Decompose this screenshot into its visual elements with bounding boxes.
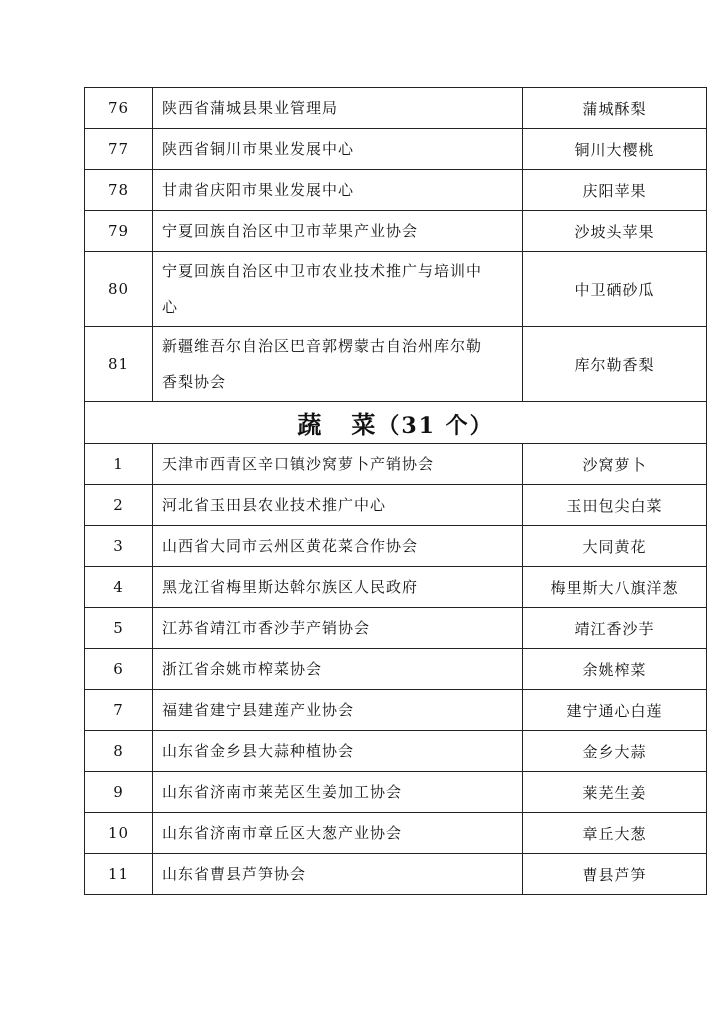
table-row [85,854,707,895]
unit-name: 河北省玉田县农业技术推广中心 [153,485,523,526]
row-number: 78 [85,170,153,211]
unit-name: 山东省金乡县大蒜种植协会 [153,731,523,772]
table-row [85,526,707,567]
unit-name-line: 香梨协会 [162,373,227,391]
product-name: 庆阳苹果 [523,170,707,211]
product-name: 沙坡头苹果 [523,211,707,252]
product-name: 中卫硒砂瓜 [523,252,707,327]
table-row [85,252,707,327]
table-row [85,88,707,129]
product-name: 大同黄花 [523,526,707,567]
product-name: 余姚榨菜 [523,649,707,690]
product-name: 梅里斯大八旗洋葱 [523,567,707,608]
product-name: 建宁通心白莲 [523,690,707,731]
section-title [85,402,707,444]
table-row [85,690,707,731]
row-number: 9 [85,772,153,813]
table-row [85,772,707,813]
unit-name: 山东省济南市莱芜区生姜加工协会 [153,772,523,813]
product-name: 玉田包尖白菜 [523,485,707,526]
product-name: 铜川大樱桃 [523,129,707,170]
row-number: 77 [85,129,153,170]
unit-name: 山西省大同市云州区黄花菜合作协会 [153,526,523,567]
section-title-char: 蔬 [297,410,324,439]
row-number: 76 [85,88,153,129]
row-number: 1 [85,444,153,485]
product-table [84,87,707,895]
unit-name: 陕西省蒲城县果业管理局 [153,88,523,129]
row-number: 79 [85,211,153,252]
product-name: 莱芜生姜 [523,772,707,813]
product-name: 曹县芦笋 [523,854,707,895]
table-row [85,170,707,211]
table-row [85,211,707,252]
row-number: 4 [85,567,153,608]
unit-name: 福建省建宁县建莲产业协会 [153,690,523,731]
table-row [85,813,707,854]
unit-name: 天津市西青区辛口镇沙窝萝卜产销协会 [153,444,523,485]
row-number: 5 [85,608,153,649]
row-number: 10 [85,813,153,854]
unit-name: 陕西省铜川市果业发展中心 [153,129,523,170]
unit-name-line: 心 [162,298,179,316]
row-number: 11 [85,854,153,895]
product-name: 蒲城酥梨 [523,88,707,129]
unit-name: 山东省济南市章丘区大葱产业协会 [153,813,523,854]
unit-name-line: 新疆维吾尔自治区巴音郭楞蒙古自治州库尔勒 [162,337,483,355]
product-name: 靖江香沙芋 [523,608,707,649]
row-number: 3 [85,526,153,567]
table-row [85,327,707,402]
row-number: 6 [85,649,153,690]
row-number: 7 [85,690,153,731]
unit-name [153,252,523,327]
row-number: 8 [85,731,153,772]
table-row [85,444,707,485]
unit-name-line: 宁夏回族自治区中卫市农业技术推广与培训中 [162,262,483,280]
unit-name: 宁夏回族自治区中卫市苹果产业协会 [153,211,523,252]
table-row [85,129,707,170]
product-name: 章丘大葱 [523,813,707,854]
table-row [85,485,707,526]
section-header-row [85,402,707,444]
table-row [85,731,707,772]
table-row [85,649,707,690]
row-number: 81 [85,327,153,402]
product-name: 金乡大蒜 [523,731,707,772]
product-name: 沙窝萝卜 [523,444,707,485]
unit-name: 江苏省靖江市香沙芋产销协会 [153,608,523,649]
unit-name: 浙江省余姚市榨菜协会 [153,649,523,690]
table-row [85,608,707,649]
product-name: 库尔勒香梨 [523,327,707,402]
table-row [85,567,707,608]
unit-name: 山东省曹县芦笋协会 [153,854,523,895]
row-number: 80 [85,252,153,327]
section-title-char: 菜 [351,410,378,439]
unit-name: 黑龙江省梅里斯达斡尔族区人民政府 [153,567,523,608]
unit-name: 甘肃省庆阳市果业发展中心 [153,170,523,211]
unit-name [153,327,523,402]
section-count: （31 个） [377,413,494,439]
row-number: 2 [85,485,153,526]
